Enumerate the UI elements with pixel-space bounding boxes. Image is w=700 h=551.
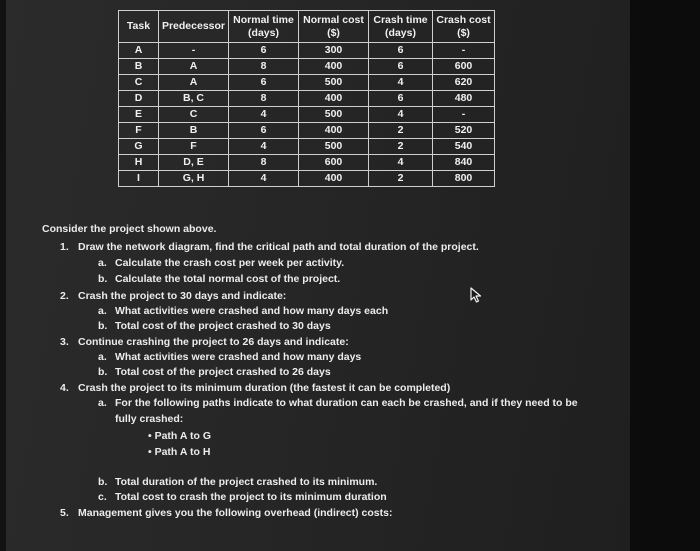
cell-crash-cost: 620: [433, 75, 495, 91]
cell-task: H: [119, 155, 159, 171]
cell-predecessor: F: [159, 139, 229, 155]
cell-normal-time: 8: [229, 91, 299, 107]
question-3a: a. What activities were crashed and how many days: [98, 351, 362, 363]
cell-normal-cost: 500: [299, 107, 369, 123]
cell-predecessor: C: [159, 107, 229, 123]
cell-normal-cost: 500: [299, 75, 369, 91]
cell-predecessor: B: [159, 123, 229, 139]
cell-predecessor: B, C: [159, 91, 229, 107]
cell-crash-time: 4: [369, 75, 433, 91]
bullet-icon: •: [148, 446, 155, 458]
table-row: [119, 123, 495, 139]
mouse-pointer-icon: [470, 287, 484, 308]
monitor-bezel: [630, 0, 700, 551]
table-row: [119, 139, 495, 155]
cell-task: D: [119, 91, 159, 107]
question-4b: b. Total duration of the project crashed to its minimum.: [98, 476, 378, 488]
header-normal-time: Normal time (days): [229, 11, 299, 43]
cell-predecessor: G, H: [159, 171, 229, 187]
cell-predecessor: A: [159, 59, 229, 75]
table-row: [119, 171, 495, 187]
cell-crash-time: 2: [369, 139, 433, 155]
cell-crash-cost: 840: [433, 155, 495, 171]
table-row: [119, 59, 495, 75]
question-2a: a. What activities were crashed and how many days each: [98, 305, 389, 317]
cell-normal-time: 4: [229, 171, 299, 187]
cell-crash-time: 2: [369, 123, 433, 139]
cell-task: G: [119, 139, 159, 155]
header-normal-cost: Normal cost ($): [299, 11, 369, 43]
cell-crash-cost: 540: [433, 139, 495, 155]
cell-normal-cost: 300: [299, 43, 369, 59]
header-task: Task: [119, 11, 159, 43]
question-4a-continued: fully crashed:: [115, 413, 184, 425]
question-5: 5. Management gives you the following overhead (indirect) costs:: [60, 507, 393, 519]
table-row: [119, 91, 495, 107]
cell-crash-time: 4: [369, 155, 433, 171]
cell-task: I: [119, 171, 159, 187]
cell-normal-cost: 400: [299, 59, 369, 75]
cell-normal-time: 6: [229, 123, 299, 139]
bullet-path-a-g: • Path A to G: [148, 430, 211, 442]
cell-predecessor: D, E: [159, 155, 229, 171]
header-crash-cost: Crash cost ($): [433, 11, 495, 43]
table-header-row: [119, 11, 495, 43]
cell-normal-time: 4: [229, 139, 299, 155]
cell-predecessor: -: [159, 43, 229, 59]
cell-crash-time: 6: [369, 91, 433, 107]
header-predecessor: Predecessor: [159, 11, 229, 43]
table-row: [119, 43, 495, 59]
cell-task: E: [119, 107, 159, 123]
table-row: [119, 75, 495, 91]
cell-normal-cost: 500: [299, 139, 369, 155]
cell-crash-cost: 600: [433, 59, 495, 75]
cell-crash-cost: 800: [433, 171, 495, 187]
question-2: 2. Crash the project to 30 days and indicate:: [60, 290, 287, 302]
cell-predecessor: A: [159, 75, 229, 91]
cell-crash-time: 2: [369, 171, 433, 187]
cell-crash-time: 6: [369, 43, 433, 59]
cell-crash-cost: 480: [433, 91, 495, 107]
question-1a: a. Calculate the crash cost per week per activity.: [98, 257, 345, 269]
cell-normal-time: 8: [229, 59, 299, 75]
cell-normal-cost: 400: [299, 91, 369, 107]
project-table: [118, 10, 495, 187]
cell-crash-time: 4: [369, 107, 433, 123]
cell-normal-time: 8: [229, 155, 299, 171]
cell-normal-cost: 600: [299, 155, 369, 171]
question-4c: c. Total cost to crash the project to its minimum duration: [98, 491, 387, 503]
cell-normal-time: 4: [229, 107, 299, 123]
cell-task: A: [119, 43, 159, 59]
cell-task: F: [119, 123, 159, 139]
question-3b: b. Total cost of the project crashed to 26 days: [98, 366, 331, 378]
table-row: [119, 155, 495, 171]
intro-text: Consider the project shown above.: [42, 223, 217, 235]
cell-normal-cost: 400: [299, 123, 369, 139]
cell-task: B: [119, 59, 159, 75]
cell-normal-cost: 400: [299, 171, 369, 187]
question-1b: b. Calculate the total normal cost of the project.: [98, 273, 341, 285]
bullet-path-a-h: • Path A to H: [148, 446, 211, 458]
cell-normal-time: 6: [229, 43, 299, 59]
cell-crash-cost: 520: [433, 123, 495, 139]
cell-crash-cost: -: [433, 107, 495, 123]
question-4a: a. For the following paths indicate to what duration can each be crashed, and if they need to be: [98, 397, 578, 409]
question-4: 4. Crash the project to its minimum duration (the fastest it can be completed): [60, 382, 451, 394]
question-1: 1. Draw the network diagram, find the critical path and total duration of the project.: [60, 241, 479, 253]
table-row: [119, 107, 495, 123]
bullet-icon: •: [148, 430, 155, 442]
cell-task: C: [119, 75, 159, 91]
question-3: 3. Continue crashing the project to 26 days and indicate:: [60, 336, 349, 348]
cell-crash-time: 6: [369, 59, 433, 75]
question-2b: b. Total cost of the project crashed to 30 days: [98, 320, 331, 332]
cell-normal-time: 6: [229, 75, 299, 91]
header-crash-time: Crash time (days): [369, 11, 433, 43]
cell-crash-cost: -: [433, 43, 495, 59]
